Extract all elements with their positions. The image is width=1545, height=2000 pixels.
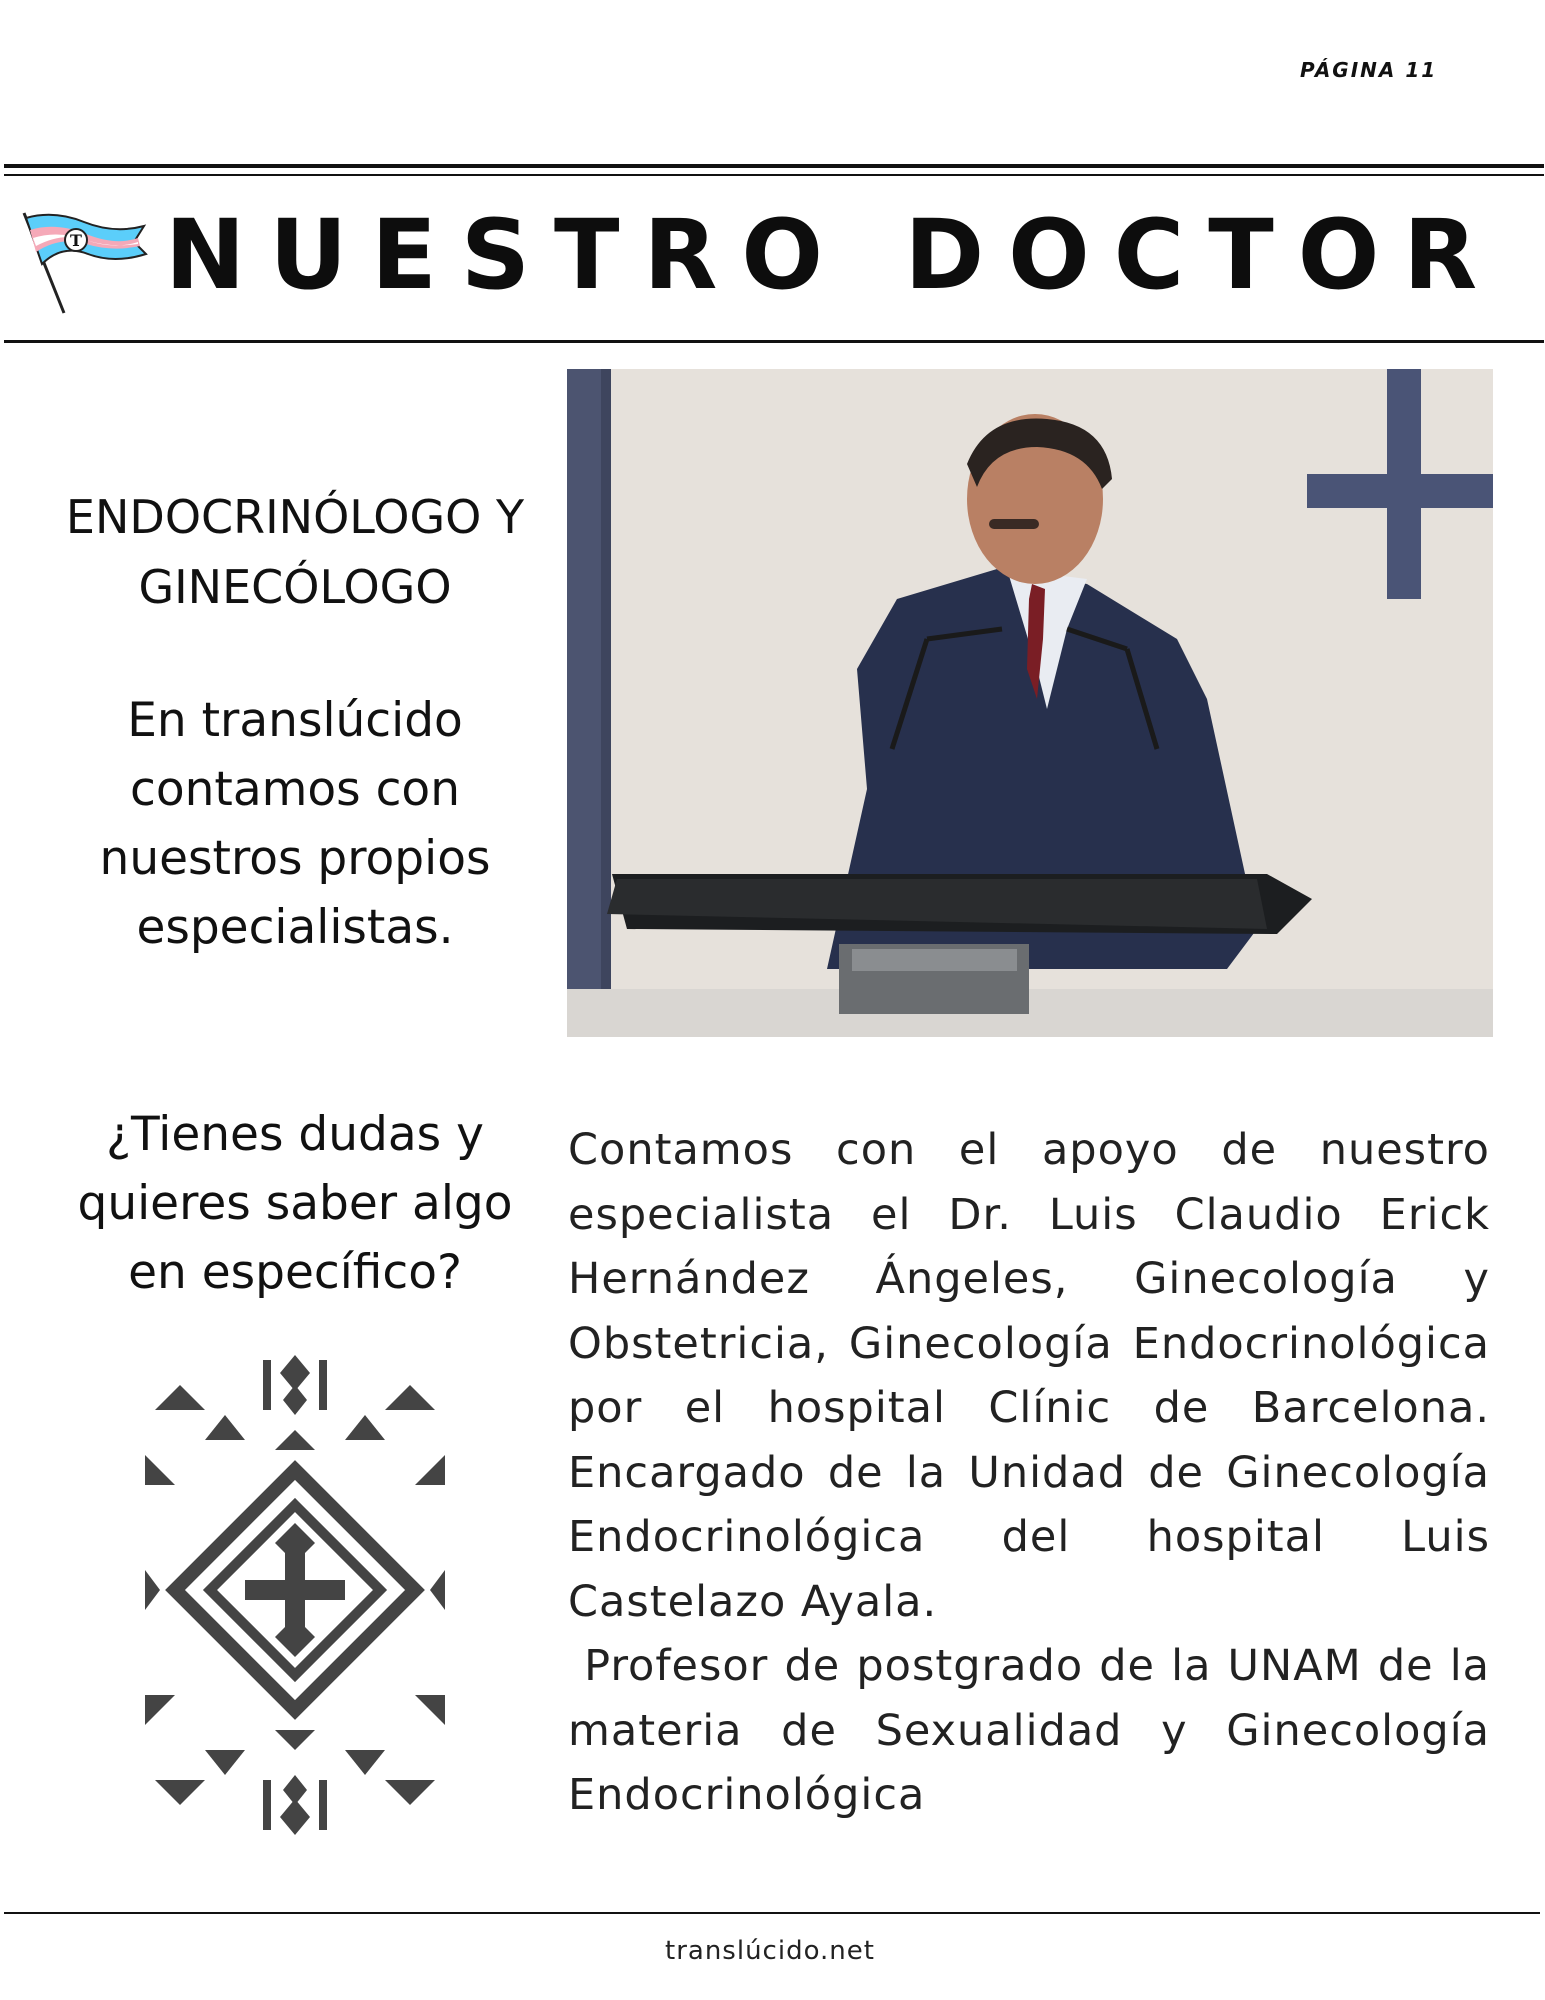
page-title: NUESTRO DOCTOR — [165, 199, 1502, 311]
doctor-photo — [567, 369, 1493, 1037]
intro-text — [30, 686, 560, 962]
top-rule-thick — [4, 164, 1544, 168]
specialty-line: GINECÓLOGO — [138, 560, 452, 614]
intro-line: nuestros propios — [99, 831, 491, 886]
footer-rule — [4, 1912, 1540, 1914]
question-line: ¿Tienes dudas y — [106, 1107, 484, 1162]
intro-line: contamos con — [130, 762, 460, 817]
bio-paragraph: Contamos con el apoyo de nuestro especialista el Dr. Luis Claudio Erick Hernández Ángeles, Ginecología y Obstetricia, Ginecología Endocrinológica por el hospital Clínic de Barcelona. Encargado de la Unidad de Ginecología Endocrinológica del hospital Luis Castelazo Ayala. — [568, 1125, 1490, 1627]
specialty-line: ENDOCRINÓLOGO Y — [65, 490, 525, 544]
question-text — [30, 1100, 560, 1307]
specialty-heading — [20, 482, 570, 622]
svg-text:T: T — [70, 231, 82, 250]
intro-line: especialistas. — [136, 900, 454, 955]
geometric-ornament-icon — [145, 1355, 445, 1835]
question-line: en específico? — [128, 1245, 462, 1300]
footer-site[interactable]: translúcido.net — [665, 1936, 875, 1966]
intro-line: En translúcido — [127, 693, 463, 748]
top-rule-thin — [4, 174, 1544, 176]
question-line: quieres saber algo — [77, 1176, 513, 1231]
trans-flag-icon — [14, 208, 154, 318]
bio-paragraph: Profesor de postgrado de la UNAM de la materia de Sexualidad y Ginecología Endocrinológica — [568, 1641, 1505, 1820]
header-bottom-rule — [4, 340, 1544, 343]
page-number: PÁGINA 11 — [1300, 58, 1438, 82]
doctor-bio — [568, 1118, 1505, 1828]
